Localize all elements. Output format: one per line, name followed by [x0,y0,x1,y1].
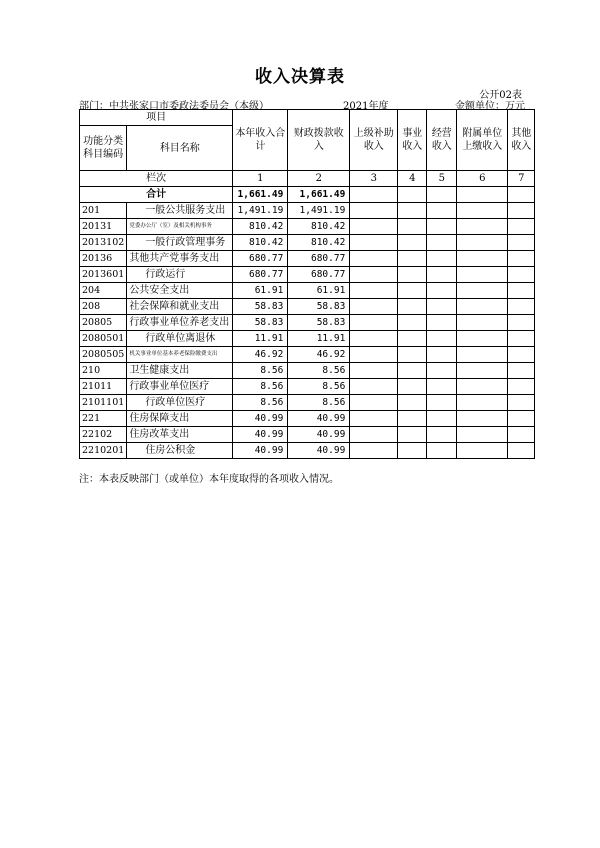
row-col-4 [398,315,427,331]
form-number: 公开02表 [479,90,522,101]
revenue-table [79,109,535,459]
row-col-1: 8.56 [233,395,288,411]
footnote: 注：本表反映部门（或单位）本年度取得的各项收入情况。 [79,474,339,485]
row-col-3 [350,299,398,315]
row-col-7 [508,219,535,235]
row-col-7 [508,251,535,267]
row-col-2: 40.99 [288,443,350,459]
row-col-1: 810.42 [233,235,288,251]
row-name: 行政运行 [127,267,233,283]
row-col-3 [350,203,398,219]
table-row [80,411,535,427]
row-col-2: 680.77 [288,251,350,267]
row-col-3 [350,427,398,443]
row-code: 20805 [80,315,127,331]
row-code: 2013601 [80,267,127,283]
header-col-7: 其他收入 [508,110,535,171]
row-col-3 [350,363,398,379]
row-name: 党委办公厅（室）及相关机构事务 [127,219,233,235]
row-col-5 [427,251,457,267]
row-col-6 [457,347,508,363]
table-row [80,379,535,395]
col-number: 2 [288,171,350,187]
total-col-3 [350,187,398,203]
row-col-4 [398,363,427,379]
row-code: 204 [80,283,127,299]
row-col-2: 8.56 [288,379,350,395]
row-col-3 [350,315,398,331]
row-col-7 [508,235,535,251]
row-code: 2080505 [80,347,127,363]
row-code: 22102 [80,427,127,443]
row-col-5 [427,299,457,315]
table-row [80,315,535,331]
row-col-4 [398,379,427,395]
row-col-5 [427,283,457,299]
row-code: 210 [80,363,127,379]
total-label: 合计 [80,187,233,203]
row-col-5 [427,411,457,427]
row-col-4 [398,219,427,235]
row-col-4 [398,427,427,443]
row-name: 社会保障和就业支出 [127,299,233,315]
row-col-6 [457,203,508,219]
row-col-4 [398,331,427,347]
header-col-5: 经营收入 [427,110,457,171]
row-col-6 [457,235,508,251]
header-func-code: 功能分类科目编码 [80,126,127,171]
row-name: 机关事业单位基本养老保险缴费支出 [127,347,233,363]
row-col-5 [427,427,457,443]
row-code: 21011 [80,379,127,395]
row-code: 201 [80,203,127,219]
table-row [80,347,535,363]
row-col-4 [398,251,427,267]
table-row [80,283,535,299]
row-name: 住房公积金 [127,443,233,459]
row-code: 2080501 [80,331,127,347]
row-col-6 [457,251,508,267]
row-col-6 [457,395,508,411]
row-name: 卫生健康支出 [127,363,233,379]
row-col-2: 810.42 [288,235,350,251]
row-col-1: 40.99 [233,427,288,443]
row-col-5 [427,315,457,331]
row-col-2: 40.99 [288,427,350,443]
row-col-1: 8.56 [233,379,288,395]
row-col-5 [427,395,457,411]
row-col-1: 46.92 [233,347,288,363]
row-col-5 [427,379,457,395]
row-col-1: 8.56 [233,363,288,379]
row-col-5 [427,235,457,251]
header-item: 项目 [80,110,233,126]
row-col-3 [350,395,398,411]
row-name: 一般公共服务支出 [127,203,233,219]
total-col-2: 1,661.49 [288,187,350,203]
row-col-1: 61.91 [233,283,288,299]
table-body [80,110,535,459]
row-col-7 [508,347,535,363]
row-col-2: 46.92 [288,347,350,363]
row-col-1: 680.77 [233,267,288,283]
row-col-1: 1,491.19 [233,203,288,219]
col-number: 5 [427,171,457,187]
row-col-3 [350,331,398,347]
row-col-2: 810.42 [288,219,350,235]
row-col-4 [398,395,427,411]
col-number: 4 [398,171,427,187]
lanci-label: 栏次 [80,171,233,187]
row-col-7 [508,443,535,459]
table-row [80,203,535,219]
row-col-6 [457,427,508,443]
row-col-3 [350,347,398,363]
row-col-7 [508,299,535,315]
row-col-3 [350,251,398,267]
header-col-1: 本年收入合计 [233,110,288,171]
table-row [80,427,535,443]
row-code: 20131 [80,219,127,235]
row-col-4 [398,443,427,459]
row-col-2: 11.91 [288,331,350,347]
table-row [80,219,535,235]
header-subject-name: 科目名称 [127,126,233,171]
table-row [80,267,535,283]
row-col-3 [350,411,398,427]
year-label: 2021年度 [343,101,389,112]
row-col-7 [508,331,535,347]
row-col-4 [398,283,427,299]
row-col-4 [398,203,427,219]
total-row [80,187,535,203]
row-col-4 [398,299,427,315]
row-col-7 [508,395,535,411]
row-col-1: 40.99 [233,443,288,459]
row-name: 住房改革支出 [127,427,233,443]
row-col-6 [457,219,508,235]
row-col-2: 680.77 [288,267,350,283]
col-number: 3 [350,171,398,187]
header-col-2: 财政拨款收入 [288,110,350,171]
row-col-4 [398,411,427,427]
row-name: 其他共产党事务支出 [127,251,233,267]
row-col-5 [427,219,457,235]
row-col-5 [427,331,457,347]
row-col-1: 680.77 [233,251,288,267]
total-col-7 [508,187,535,203]
row-col-6 [457,299,508,315]
col-number: 7 [508,171,535,187]
row-col-6 [457,411,508,427]
unit-label: 金额单位：万元 [455,101,525,112]
row-col-4 [398,235,427,251]
header-col-3: 上级补助收入 [350,110,398,171]
header-row [80,110,535,126]
row-col-5 [427,363,457,379]
row-col-7 [508,267,535,283]
row-col-5 [427,267,457,283]
department-label: 部门：中共张家口市委政法委员会（本级） [79,101,269,112]
row-col-2: 61.91 [288,283,350,299]
col-number: 6 [457,171,508,187]
row-col-1: 58.83 [233,315,288,331]
page-title: 收入决算表 [255,67,345,87]
total-col-1: 1,661.49 [233,187,288,203]
row-code: 208 [80,299,127,315]
row-code: 20136 [80,251,127,267]
row-code: 221 [80,411,127,427]
row-col-3 [350,379,398,395]
row-name: 行政事业单位医疗 [127,379,233,395]
header-col-6: 附属单位上缴收入 [457,110,508,171]
table-row [80,331,535,347]
row-col-5 [427,347,457,363]
row-col-1: 11.91 [233,331,288,347]
row-col-2: 58.83 [288,299,350,315]
row-code: 2210201 [80,443,127,459]
row-col-7 [508,283,535,299]
row-code: 2013102 [80,235,127,251]
row-col-3 [350,443,398,459]
row-col-4 [398,267,427,283]
row-col-2: 8.56 [288,395,350,411]
row-col-5 [427,203,457,219]
table-row [80,363,535,379]
table-row [80,395,535,411]
row-name: 住房保障支出 [127,411,233,427]
row-col-2: 8.56 [288,363,350,379]
row-col-5 [427,443,457,459]
row-col-7 [508,411,535,427]
row-col-2: 40.99 [288,411,350,427]
row-col-6 [457,379,508,395]
row-col-2: 1,491.19 [288,203,350,219]
row-name: 行政事业单位养老支出 [127,315,233,331]
row-col-7 [508,427,535,443]
row-col-1: 58.83 [233,299,288,315]
row-name: 公共安全支出 [127,283,233,299]
row-col-2: 58.83 [288,315,350,331]
total-col-4 [398,187,427,203]
row-col-6 [457,283,508,299]
row-col-3 [350,267,398,283]
row-col-6 [457,443,508,459]
row-name: 行政单位医疗 [127,395,233,411]
total-col-6 [457,187,508,203]
row-name: 一般行政管理事务 [127,235,233,251]
row-col-6 [457,267,508,283]
total-col-5 [427,187,457,203]
lanci-row [80,171,535,187]
row-col-1: 810.42 [233,219,288,235]
row-col-1: 40.99 [233,411,288,427]
header-col-4: 事业收入 [398,110,427,171]
table-row [80,443,535,459]
row-col-7 [508,363,535,379]
row-col-4 [398,347,427,363]
row-col-3 [350,283,398,299]
row-col-7 [508,315,535,331]
table-row [80,235,535,251]
row-col-6 [457,315,508,331]
row-col-6 [457,331,508,347]
row-col-3 [350,235,398,251]
table-row [80,299,535,315]
row-name: 行政单位离退休 [127,331,233,347]
col-number: 1 [233,171,288,187]
row-col-7 [508,379,535,395]
row-col-6 [457,363,508,379]
row-col-3 [350,219,398,235]
row-code: 2101101 [80,395,127,411]
row-col-7 [508,203,535,219]
table-row [80,251,535,267]
